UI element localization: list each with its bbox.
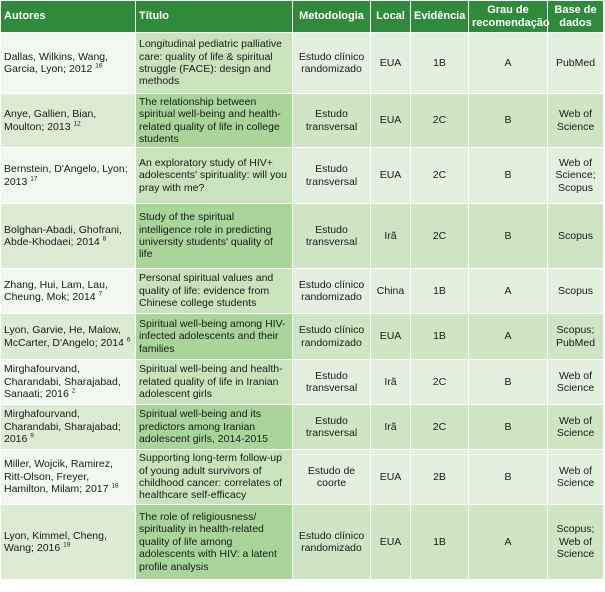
autores-text: Lyon, Garvie, He, Malow, McCarter, D'Angelo; 2014 xyxy=(4,324,124,349)
autores-text: Lyon, Kimmel, Cheng, Wang; 2016 xyxy=(4,529,107,554)
header-row xyxy=(1,1,604,33)
cell-autores xyxy=(1,314,136,360)
cell-local: Irã xyxy=(371,204,411,269)
reference-number: 6 xyxy=(126,336,131,343)
cell-base: Web of Science xyxy=(548,405,604,450)
cell-grau: A xyxy=(469,505,548,580)
cell-evidencia: 1B xyxy=(411,33,469,94)
cell-autores xyxy=(1,450,136,505)
cell-grau: B xyxy=(469,204,548,269)
cell-autores xyxy=(1,94,136,148)
table-row xyxy=(1,450,604,505)
header-base: Base de dados xyxy=(548,1,604,33)
cell-local: Irã xyxy=(371,405,411,450)
cell-evidencia: 1B xyxy=(411,505,469,580)
cell-metodologia: Estudo de coorte xyxy=(293,450,371,505)
cell-autores xyxy=(1,269,136,314)
cell-metodologia: Estudo transversal xyxy=(293,148,371,204)
table-row xyxy=(1,94,604,148)
cell-metodologia: Estudo clínico randomizado xyxy=(293,269,371,314)
cell-base: Web of Science xyxy=(548,360,604,405)
autores-text: Dallas, Wilkins, Wang, Garcia, Lyon; 2012 xyxy=(4,50,109,75)
cell-autores xyxy=(1,148,136,204)
cell-titulo: Supporting long-term follow-up of young adult survivors of childhood cancer: correlates of healthcare self-efficacy xyxy=(136,450,293,505)
cell-titulo: Personal spiritual values and quality of life: evidence from Chinese college students xyxy=(136,269,293,314)
table-row xyxy=(1,269,604,314)
cell-base: Scopus; PubMed xyxy=(548,314,604,360)
cell-titulo: Spiritual well-being and health-related quality of life in Iranian adolescent girls xyxy=(136,360,293,405)
cell-autores xyxy=(1,360,136,405)
cell-grau: B xyxy=(469,450,548,505)
cell-evidencia: 2C xyxy=(411,204,469,269)
reference-number: 7 xyxy=(98,290,103,298)
table-row xyxy=(1,360,604,405)
cell-metodologia: Estudo transversal xyxy=(293,204,371,269)
cell-evidencia: 2C xyxy=(411,94,469,148)
cell-grau: B xyxy=(469,94,548,148)
cell-base: Scopus xyxy=(548,269,604,314)
cell-local: EUA xyxy=(371,450,411,505)
reference-number: 16 xyxy=(95,62,103,70)
cell-titulo: An exploratory study of HIV+ adolescents' spirituality: will you pray with me? xyxy=(136,148,293,204)
reference-number: 18 xyxy=(111,482,119,490)
header-titulo: Título xyxy=(136,1,293,33)
cell-base: PubMed xyxy=(548,33,604,94)
header-evidencia: Evidência xyxy=(411,1,469,33)
cell-titulo: Spiritual well-being among HIV-infected adolescents and their families xyxy=(136,314,293,360)
cell-titulo: Longitudinal pediatric palliative care: quality of life & spiritual struggle (FACE): design and methods xyxy=(136,33,293,94)
reference-number: 19 xyxy=(63,541,71,549)
cell-base: Web of Science xyxy=(548,94,604,148)
cell-grau: A xyxy=(469,33,548,94)
autores-text: Miller, Wojcik, Ramirez, Ritt-Olson, Freyer, Hamilton, Milam; 2017 xyxy=(4,458,113,496)
autores-text: Mirghafourvand, Charandabi, Sharajabad, Sanaati; 2016 xyxy=(4,363,121,401)
table-row xyxy=(1,314,604,360)
autores-text: Zhang, Hui, Lam, Lau, Cheung, Mok; 2014 xyxy=(4,278,108,303)
cell-metodologia: Estudo clínico randomizado xyxy=(293,33,371,94)
cell-evidencia: 2C xyxy=(411,148,469,204)
cell-local: EUA xyxy=(371,94,411,148)
cell-local: China xyxy=(371,269,411,314)
cell-grau: B xyxy=(469,360,548,405)
cell-evidencia: 2B xyxy=(411,450,469,505)
cell-base: Scopus xyxy=(548,204,604,269)
cell-grau: A xyxy=(469,269,548,314)
cell-autores xyxy=(1,405,136,450)
table-row xyxy=(1,148,604,204)
cell-metodologia: Estudo transversal xyxy=(293,360,371,405)
cell-metodologia: Estudo clínico randomizado xyxy=(293,314,371,360)
header-local: Local xyxy=(371,1,411,33)
table-row xyxy=(1,33,604,94)
reference-number: 2 xyxy=(71,387,76,395)
cell-base: Web of Science; Scopus xyxy=(548,148,604,204)
cell-titulo: Study of the spiritual intelligence role in predicting university students' quality of life xyxy=(136,204,293,269)
reference-number: 17 xyxy=(30,175,38,182)
cell-local: EUA xyxy=(371,33,411,94)
cell-titulo: The relationship between spiritual well-being and health-related quality of life in college students xyxy=(136,94,293,148)
cell-local: EUA xyxy=(371,148,411,204)
cell-base: Scopus; Web of Science xyxy=(548,505,604,580)
reference-number: 9 xyxy=(30,432,34,440)
table-row xyxy=(1,505,604,580)
cell-evidencia: 1B xyxy=(411,314,469,360)
autores-text: Mirghafourvand, Charandabi, Sharajabad; 2016 xyxy=(4,408,121,446)
cell-metodologia: Estudo transversal xyxy=(293,405,371,450)
cell-grau: A xyxy=(469,314,548,360)
cell-autores xyxy=(1,33,136,94)
cell-metodologia: Estudo clínico randomizado xyxy=(293,505,371,580)
cell-evidencia: 2C xyxy=(411,360,469,405)
table-row xyxy=(1,405,604,450)
cell-grau: B xyxy=(469,148,548,204)
cell-local: EUA xyxy=(371,314,411,360)
cell-grau: B xyxy=(469,405,548,450)
autores-text: Bolghan-Abadi, Ghofrani, Abde-Khodaei; 2014 xyxy=(4,223,122,248)
header-autores: Autores xyxy=(1,1,136,33)
cell-metodologia: Estudo transversal xyxy=(293,94,371,148)
table-row xyxy=(1,204,604,269)
header-metodologia: Metodologia xyxy=(293,1,371,33)
autores-text: Bernstein, D'Angelo, Lyon; 2013 xyxy=(4,163,128,188)
autores-text: Anye, Gallien, Bian, Moulton; 2013 xyxy=(4,108,97,133)
cell-base: Web of Science xyxy=(548,450,604,505)
cell-titulo: The role of religiousness/ spirituality in health-related quality of life among adolescents with HIV: a latent profile analysis xyxy=(136,505,293,580)
cell-evidencia: 1B xyxy=(411,269,469,314)
reference-number: 8 xyxy=(102,235,107,243)
cell-titulo: Spiritual well-being and its predictors among Iranian adolescent girls, 2014-2015 xyxy=(136,405,293,450)
reference-number: 12 xyxy=(73,120,81,127)
header-grau: Grau de recomendação xyxy=(469,1,548,33)
cell-local: Irã xyxy=(371,360,411,405)
cell-evidencia: 2C xyxy=(411,405,469,450)
cell-autores xyxy=(1,505,136,580)
cell-local: EUA xyxy=(371,505,411,580)
cell-autores xyxy=(1,204,136,269)
